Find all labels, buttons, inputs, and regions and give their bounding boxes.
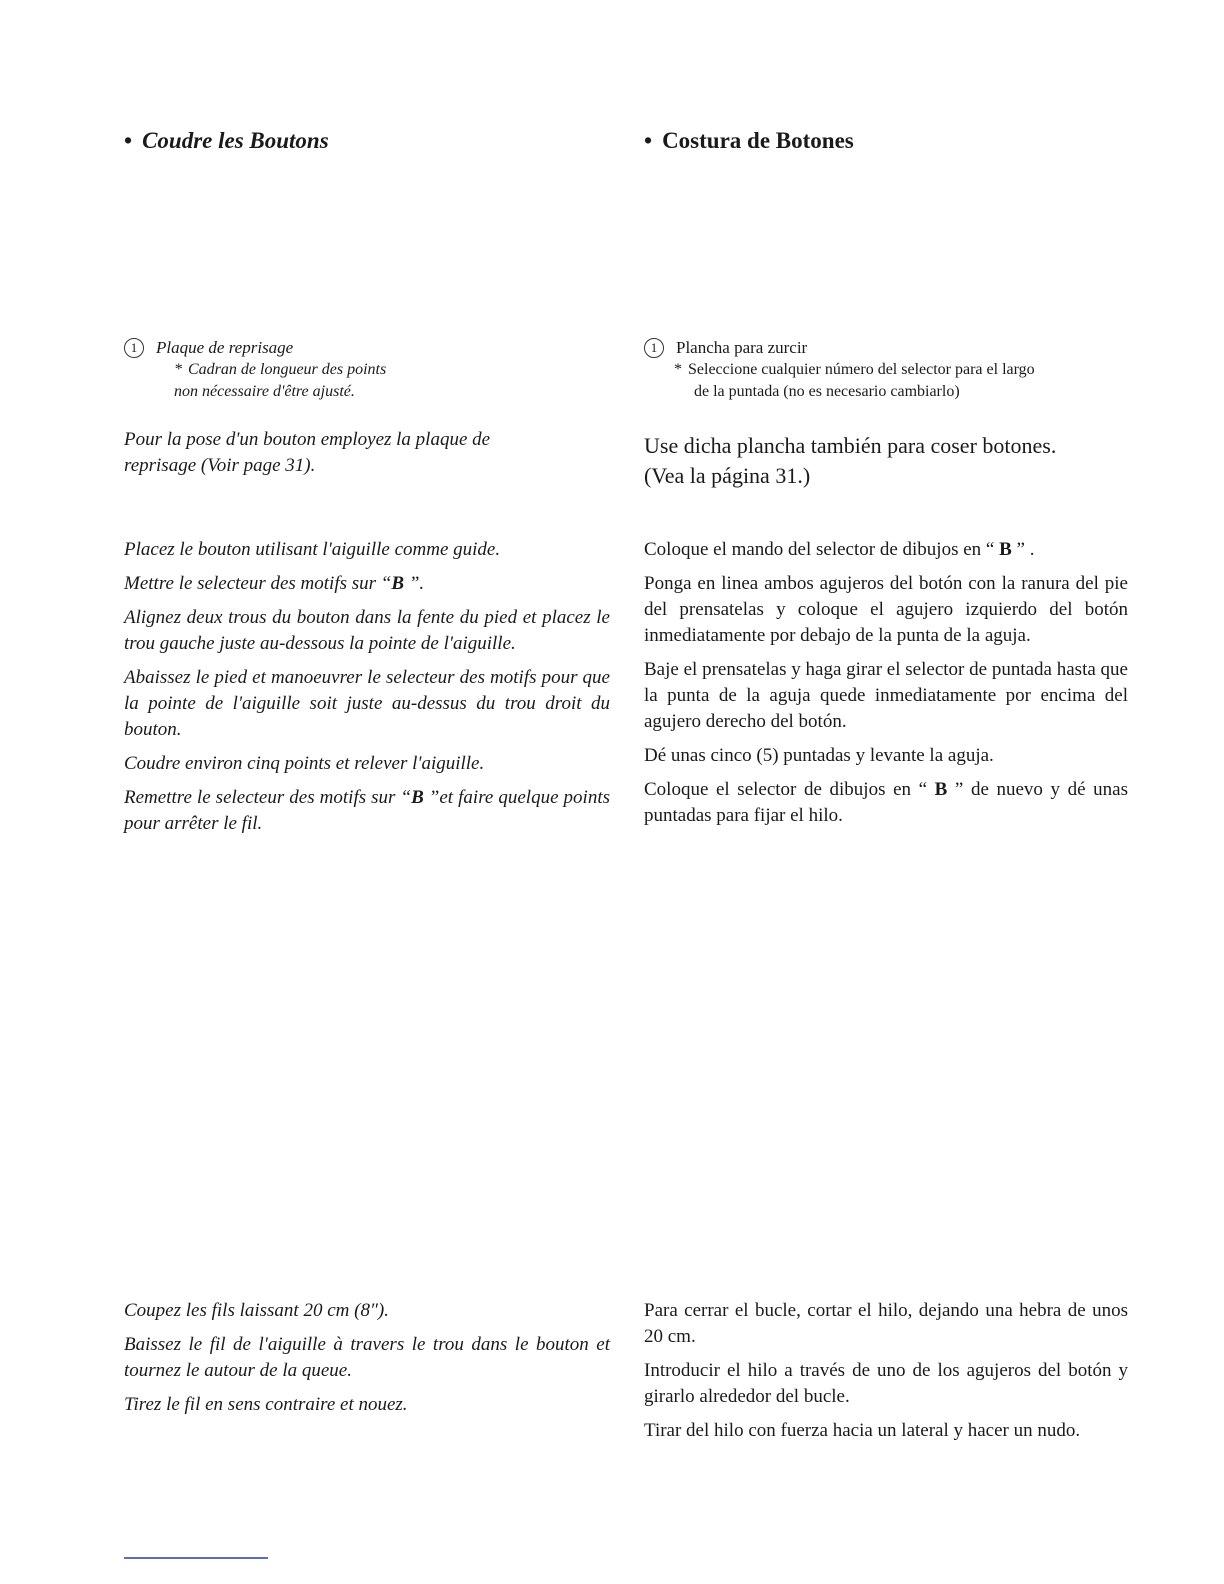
spanish-final-step: Para cerrar el bucle, cortar el hilo, dejando una hebra de unos 20 cm.	[644, 1300, 1128, 1347]
spanish-step	[644, 537, 1128, 563]
french-note	[124, 337, 610, 403]
asterisk-icon: *	[174, 361, 182, 378]
spanish-steps	[644, 537, 1128, 837]
spanish-note	[644, 337, 1128, 403]
french-step: Placez le bouton utilisant l'aiguille comme guide.	[124, 539, 501, 560]
bullet: •	[124, 128, 133, 153]
spanish-final-steps	[644, 1298, 1128, 1452]
spanish-intro-line-1: Use dicha plancha también para coser botones.	[644, 433, 1057, 458]
french-intro-line-1: Pour la pose d'un bouton employez la plaque de	[124, 429, 491, 450]
french-step: Alignez deux trous du bouton dans la fente du pied et placez le trou gauche juste au-dessous la pointe de l'aiguille.	[124, 607, 610, 654]
french-step: Abaissez le pied et manoeuvrer le selecteur des motifs pour que la pointe de l'aiguille soit juste au-dessus du trou droit du bouton.	[124, 667, 610, 740]
circled-number-icon: 1	[644, 338, 664, 358]
pattern-letter: B	[934, 779, 948, 800]
pattern-letter: B	[411, 787, 424, 808]
spanish-step: Dé unas cinco (5) puntadas y levante la aguja.	[644, 745, 994, 766]
french-final-step: Tirez le fil en sens contraire et nouez.	[124, 1394, 408, 1415]
french-step-text: Mettre le selecteur des motifs sur “	[124, 573, 392, 594]
spanish-intro	[644, 431, 1128, 491]
french-final-steps	[124, 1298, 610, 1426]
spanish-step-text: ” de nuevo y dé unas puntadas para fijar el hilo.	[644, 779, 1128, 826]
french-step-text: ”.	[404, 573, 425, 594]
spanish-step-text: Coloque el mando del selector de dibujos en “	[644, 539, 1000, 560]
spanish-heading-text: Costura de Botones	[662, 128, 854, 153]
french-final-step: Baissez le fil de l'aiguille à travers le trou dans le bouton et tournez le autour de la queue.	[124, 1334, 610, 1381]
french-final-step: Coupez les fils laissant 20 cm (8″).	[124, 1300, 389, 1321]
french-step	[124, 571, 610, 597]
pattern-letter: B	[999, 539, 1012, 560]
spanish-intro-line-2: (Vea la página 31.)	[644, 463, 811, 488]
french-heading-text: Coudre les Boutons	[142, 128, 329, 153]
spanish-note-sub-1: Seleccione cualquier número del selector para el largo	[688, 361, 1035, 378]
asterisk-icon: *	[674, 361, 682, 378]
french-note-label: Plaque de reprisage	[156, 338, 294, 357]
footer-rule	[124, 1557, 268, 1559]
spanish-heading	[644, 128, 1128, 154]
french-step-text: ”et faire quelque points pour arrêter le fil.	[124, 787, 611, 834]
french-heading	[124, 128, 610, 154]
circled-number-icon: 1	[124, 338, 144, 358]
spanish-step-text: Coloque el selector de dibujos en “	[644, 779, 935, 800]
french-steps	[124, 537, 610, 845]
spanish-step-text: ” .	[1011, 539, 1035, 560]
spanish-final-step: Tirar del hilo con fuerza hacia un lateral y hacer un nudo.	[644, 1420, 1081, 1441]
french-note-sub-2: non nécessaire d'être ajusté.	[174, 383, 355, 400]
spanish-step: Ponga en linea ambos agujeros del botón con la ranura del pie del prensatelas y coloque el agujero izquierdo del botón inmediatamente por debajo de la punta de la aguja.	[644, 573, 1128, 646]
bullet: •	[644, 128, 653, 153]
french-note-sub-1: Cadran de longueur des points	[188, 361, 387, 378]
spanish-note-label: Plancha para zurcir	[676, 338, 808, 357]
french-intro-line-2: reprisage (Voir page 31).	[124, 455, 316, 476]
french-step-text: Remettre le selecteur des motifs sur “	[124, 787, 412, 808]
spanish-note-sub-2: de la puntada (no es necesario cambiarlo)	[694, 383, 960, 400]
spanish-final-step: Introducir el hilo a través de uno de los agujeros del botón y girarlo alrededor del bucle.	[644, 1360, 1128, 1407]
french-step	[124, 785, 610, 837]
spanish-step	[644, 777, 1128, 829]
pattern-letter: B	[391, 573, 405, 594]
french-intro	[124, 427, 610, 479]
spanish-step: Baje el prensatelas y haga girar el selector de puntada hasta que la punta de la aguja quede inmediatamente por encima del agujero derecho del botón.	[644, 659, 1128, 732]
french-step: Coudre environ cinq points et relever l'aiguille.	[124, 753, 485, 774]
